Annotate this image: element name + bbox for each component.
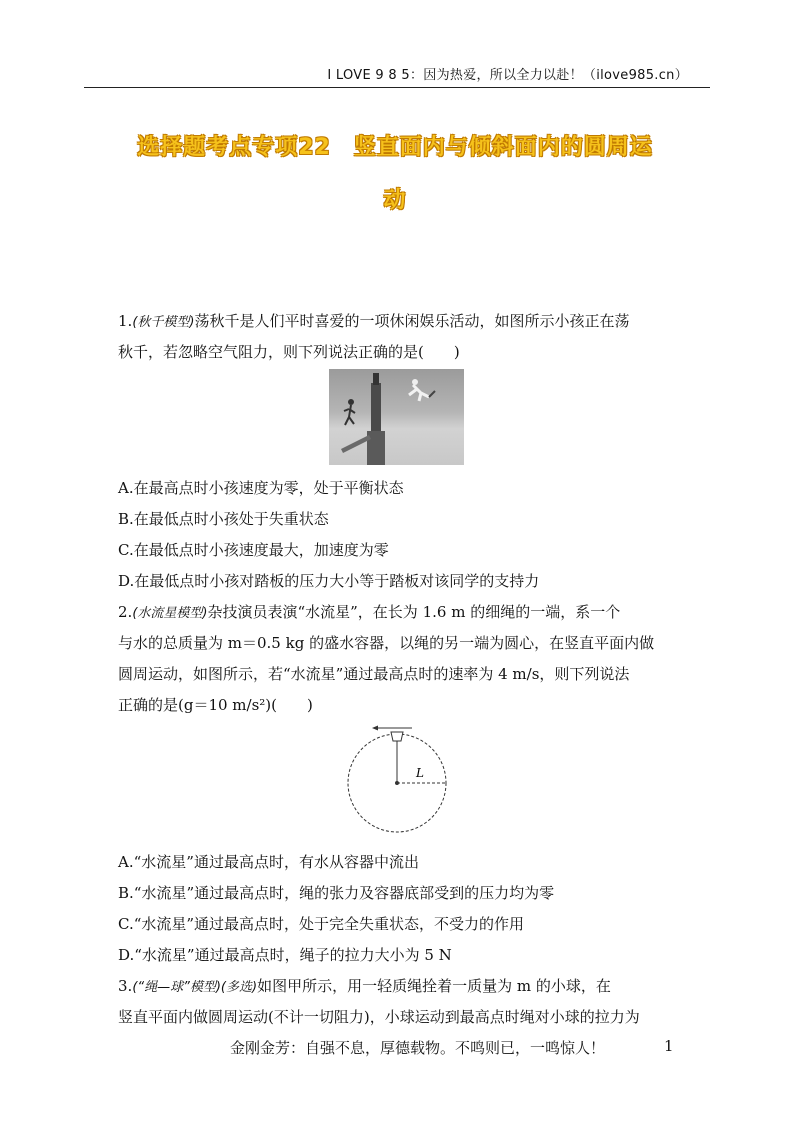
- q2-stem-line1: [118, 601, 620, 622]
- page-title: 选择题考点专项22 竖直面内与倾斜面内的圆周运: [137, 135, 653, 160]
- q3-stem-text: 如图甲所示，用一轻质绳拴着一质量为 m 的小球，在: [257, 977, 611, 995]
- q3-stem-line1: [118, 975, 611, 996]
- q1-stem-line1: [118, 310, 629, 331]
- swing-photo-drawing: [329, 369, 464, 465]
- page-title-continued: 动: [383, 188, 407, 213]
- q2-option-b: B.“水流星”通过最高点时，绳的张力及容器底部受到的压力均为零: [118, 884, 555, 902]
- q1-number: 1.: [118, 312, 133, 330]
- q1-option-a: A.在最高点时小孩速度为零，处于平衡状态: [118, 479, 404, 497]
- water-meteor-diagram: [346, 725, 456, 841]
- page-number: 1: [664, 1037, 674, 1055]
- footer-motto: 金刚金芳：自强不息，厚德载物。不鸣则已，一鸣惊人！: [230, 1039, 606, 1057]
- q1-option-c: C.在最低点时小孩速度最大，加速度为零: [118, 541, 389, 559]
- velocity-arrow-head: [372, 726, 378, 731]
- q2-option-c: C.“水流星”通过最高点时，处于完全失重状态，不受力的作用: [118, 915, 525, 933]
- swing-photo: [329, 369, 464, 465]
- q1-stem-text: 荡秋千是人们平时喜爱的一项休闲娱乐活动，如图所示小孩正在荡: [194, 312, 630, 330]
- q1-stem-line2: 秋千，若忽略空气阻力，则下列说法正确的是( ): [118, 343, 460, 361]
- q2-stem-line3: 圆周运动，如图所示，若“水流星”通过最高点时的速率为 4 m/s，则下列说法: [118, 665, 630, 683]
- q2-number: 2.: [118, 603, 133, 621]
- q1-option-d: D.在最低点时小孩对踏板的压力大小等于踏板对该同学的支持力: [118, 572, 540, 590]
- q2-option-a: A.“水流星”通过最高点时，有水从容器中流出: [118, 853, 419, 871]
- q1-tag: (秋千模型): [132, 315, 195, 330]
- q1-option-b: B.在最低点时小孩处于失重状态: [118, 510, 329, 528]
- q2-stem-line4: 正确的是(g＝10 m/s²)( ): [118, 696, 313, 714]
- radius-label: L: [416, 766, 424, 780]
- q2-option-d: D.“水流星”通过最高点时，绳子的拉力大小为 5 N: [118, 946, 452, 964]
- page-header: [84, 60, 710, 88]
- water-container: [391, 732, 403, 741]
- q3-stem-line2: 竖直平面内做圆周运动(不计一切阻力)，小球运动到最高点时绳对小球的拉力为: [118, 1008, 640, 1026]
- q2-tag: (水流星模型): [132, 606, 208, 621]
- q3-tag: (“绳—球”模型)(多选): [132, 980, 258, 995]
- q2-stem-line2: 与水的总质量为 m＝0.5 kg 的盛水容器，以绳的另一端为圆心，在竖直平面内做: [118, 634, 655, 652]
- q2-stem-text: 杂技演员表演“水流星”，在长为 1.6 m 的细绳的一端，系一个: [207, 603, 621, 621]
- q3-number: 3.: [118, 977, 133, 995]
- header-text: I LOVE 9 8 5：因为热爱，所以全力以赴！（ilove985.cn）: [327, 68, 688, 83]
